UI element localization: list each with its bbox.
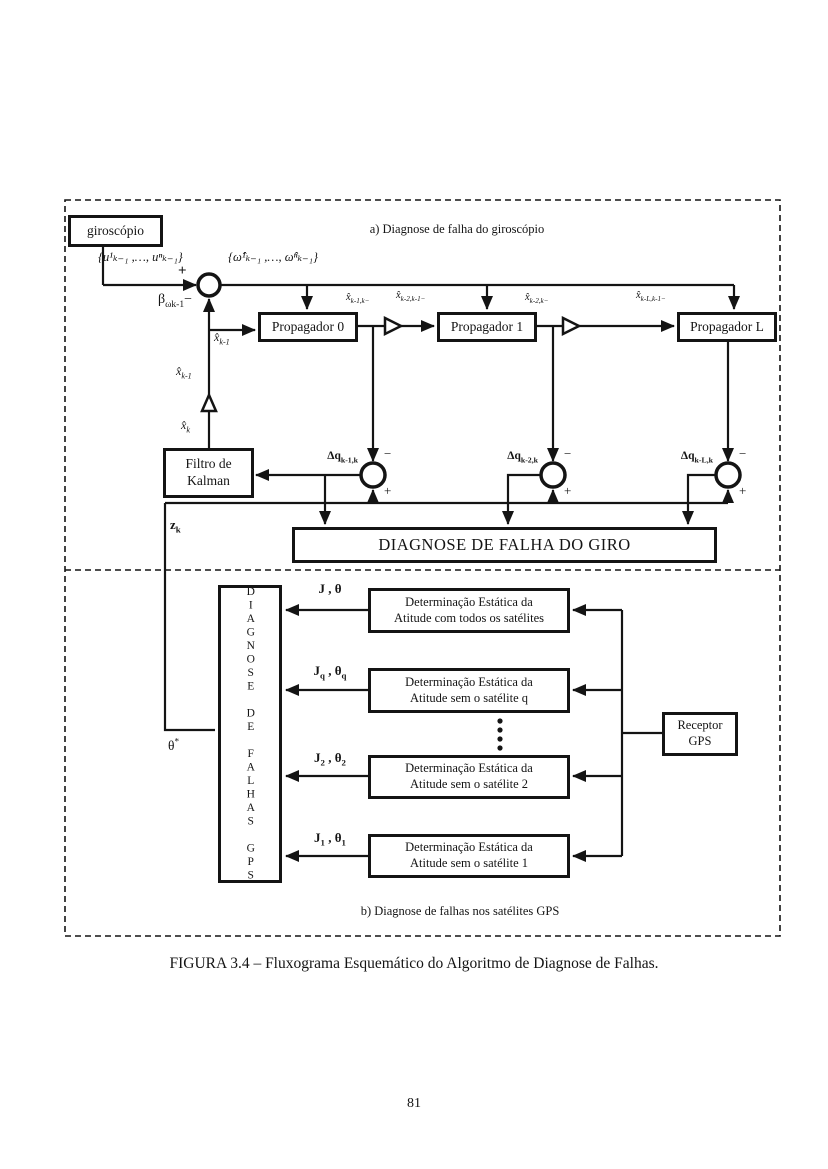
state-xk2k1-sub: k-2,k-1−	[400, 295, 426, 304]
state-xk2k-base: x̂	[525, 292, 530, 303]
beta-bias-label	[158, 292, 192, 308]
j-theta-all-label	[295, 581, 365, 597]
state-xk2k1-label	[396, 290, 426, 304]
j-theta-q-label	[295, 663, 365, 679]
dq2-minus-sign: −	[564, 446, 572, 461]
sum-plus-sign: +	[178, 263, 187, 279]
dq3-sub: k-L,k	[694, 455, 713, 465]
det-q-line1: Determinação Estática da	[405, 674, 533, 689]
dq2-base: Δq	[507, 450, 521, 462]
xhat-km1-feedback-base: x̂	[176, 364, 182, 378]
giro-diagnosis-box	[292, 527, 717, 563]
beta-base: β	[158, 292, 166, 307]
det-1-line1: Determinação Estática da	[405, 840, 533, 855]
summing-junction-dq3	[716, 463, 740, 487]
theta-q-sub: q	[341, 670, 347, 681]
line-dq3-to-diag	[688, 475, 716, 524]
j-q-sub: q	[320, 670, 325, 681]
xhat-km1-feedback-sub: k-1	[181, 371, 192, 381]
j-all-comma: ,	[324, 581, 335, 596]
xhat-km1-feedback-label	[176, 364, 192, 379]
section-a-title: a) Diagnose de falha do giroscópio	[369, 222, 545, 236]
det-2-line1: Determinação Estática da	[405, 761, 533, 776]
state-xk2k1-base: x̂	[396, 290, 401, 301]
theta-2-base: θ	[334, 750, 342, 765]
theta-star-label	[168, 738, 179, 754]
kalman-filter-label: Filtro de Kalman	[185, 456, 232, 488]
summing-junction-dq2	[541, 463, 565, 487]
det-1-line2: Atitude sem o satélite 1	[409, 856, 529, 870]
delay-triangle-feedback	[202, 395, 216, 411]
theta-1-sub: 1	[341, 837, 346, 848]
theta-1-base: θ	[334, 830, 342, 845]
j-2-base: J	[314, 750, 321, 765]
dq1-minus-sign: −	[384, 446, 392, 461]
gps-diagnosis-label: DIAGNOSE DE FALHAS GPS	[244, 585, 257, 883]
xhat-km1-branch-label	[214, 330, 230, 345]
state-xkLk1-base: x̂	[636, 290, 641, 301]
theta-star-sup: *	[174, 736, 180, 747]
state-xk1k-label	[346, 292, 370, 306]
j-1-base: J	[314, 830, 321, 845]
line-zk-theta	[165, 503, 215, 730]
dq3-plus-sign: +	[739, 483, 747, 498]
xhat-k-label	[181, 418, 190, 433]
dq1-label	[300, 450, 358, 465]
zk-label	[170, 517, 181, 533]
xhat-km1-branch-base: x̂	[214, 330, 220, 344]
dq1-plus-sign: +	[384, 483, 392, 498]
omega-estimate-set-label: {ω̂¹ₖ₋₁ ,…, ω̂ⁿₖ₋₁}	[228, 250, 318, 264]
j-all-base: J	[318, 581, 325, 596]
gps-receiver-label: Receptor GPS	[677, 718, 723, 748]
attitude-det-no-2-label	[405, 761, 533, 792]
beta-sub: ωk-1	[165, 299, 185, 310]
delay-triangle-1	[385, 318, 401, 334]
theta-star-base: θ	[168, 738, 175, 753]
propagator-1-label: Propagador 1	[450, 318, 524, 334]
j-1-sub: 1	[320, 837, 325, 848]
gyro-input-set-label: {u¹ₖ₋₁ ,…, uⁿₖ₋₁}	[98, 250, 183, 264]
dq2-label	[480, 450, 538, 465]
j-theta-1-label	[295, 830, 365, 846]
gps-diagnosis-box	[218, 585, 282, 883]
ellipsis-dots	[497, 718, 502, 750]
dq3-base: Δq	[680, 450, 695, 462]
attitude-det-no-2-box	[368, 755, 570, 799]
dq2-plus-sign: +	[564, 483, 572, 498]
state-xkLk1-sub: k-L,k-1−	[640, 295, 666, 304]
zk-base: z	[170, 517, 176, 532]
section-b-title: b) Diagnose de falhas nos satélites GPS	[360, 904, 560, 918]
gyroscope-box	[68, 215, 163, 247]
attitude-det-no-q-box	[368, 668, 570, 713]
state-xk2k-label	[525, 292, 549, 306]
delay-triangle-2	[563, 318, 579, 334]
theta-2-sub: 2	[341, 757, 346, 768]
kalman-filter-box	[163, 448, 254, 498]
giro-diagnosis-label: DIAGNOSE DE FALHA DO GIRO	[378, 534, 631, 554]
attitude-det-no-q-label	[405, 675, 533, 706]
attitude-det-all-label	[394, 595, 544, 626]
j-q-base: J	[313, 663, 321, 678]
line-dq2-to-diag	[508, 475, 541, 524]
propagator-L-box	[677, 312, 777, 342]
propagator-1-box	[437, 312, 537, 342]
gyroscope-box-label: giroscópio	[87, 222, 144, 238]
j-2-sub: 2	[320, 757, 325, 768]
dq3-label	[655, 450, 713, 465]
propagator-0-label: Propagador 0	[271, 318, 345, 334]
gps-receiver-box	[662, 712, 738, 756]
dq3-minus-sign: −	[739, 446, 747, 461]
j-theta-2-label	[295, 750, 365, 766]
dq1-sub: k-1,k	[340, 455, 358, 465]
sum-minus-sign: −	[184, 292, 192, 307]
j-1-comma: ,	[324, 830, 335, 845]
dashed-frame	[65, 200, 780, 936]
propagator-L-label: Propagador L	[690, 318, 764, 334]
summing-junction-dq1	[361, 463, 385, 487]
propagator-0-box	[258, 312, 358, 342]
det-all-line2: Atitude com todos os satélites	[394, 610, 544, 625]
xhat-k-sub: k	[186, 425, 190, 435]
state-xk1k-base: x̂	[346, 292, 351, 303]
det-q-line2: Atitude sem o satélite q	[409, 690, 529, 705]
attitude-det-no-1-label	[405, 840, 533, 871]
dq1-base: Δq	[327, 450, 341, 462]
state-xkLk1-label	[636, 290, 666, 304]
zk-sub: k	[175, 524, 181, 535]
figure-caption: FIGURA 3.4 – Fluxograma Esquemático do Algoritmo de Diagnose de Falhas.	[169, 955, 659, 972]
state-xk1k-sub: k-1,k−	[350, 297, 370, 306]
theta-all-base: θ	[334, 581, 342, 596]
det-all-line1: Determinação Estática da	[405, 594, 533, 609]
attitude-det-all-box	[368, 588, 570, 633]
xhat-km1-branch-sub: k-1	[219, 337, 230, 347]
theta-q-base: θ	[334, 663, 342, 678]
attitude-det-no-1-box	[368, 834, 570, 878]
xhat-k-base: x̂	[181, 418, 187, 432]
state-xk2k-sub: k-2,k−	[529, 297, 549, 306]
summing-junction-gyro	[198, 274, 220, 296]
dq2-sub: k-2,k	[520, 455, 538, 465]
page-number: 81	[407, 1096, 421, 1111]
j-q-comma: ,	[324, 663, 335, 678]
j-2-comma: ,	[324, 750, 335, 765]
det-2-line2: Atitude sem o satélite 2	[409, 777, 529, 791]
